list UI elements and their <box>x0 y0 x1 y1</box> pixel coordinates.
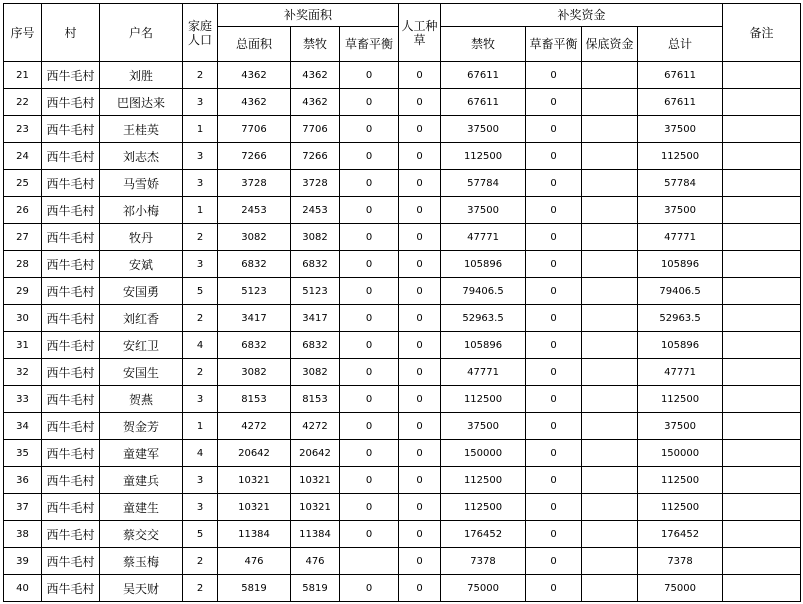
cell-family-size: 3 <box>183 494 218 521</box>
cell-seq: 22 <box>4 89 42 116</box>
cell-village: 西牛毛村 <box>42 548 100 575</box>
cell-area-total: 3728 <box>218 170 291 197</box>
cell-fund-balance: 0 <box>526 332 582 359</box>
cell-seq: 34 <box>4 413 42 440</box>
cell-family-size: 3 <box>183 143 218 170</box>
cell-name: 刘志杰 <box>100 143 183 170</box>
cell-fund-base <box>582 143 638 170</box>
cell-area-graze-ban: 10321 <box>291 494 340 521</box>
cell-family-size: 3 <box>183 170 218 197</box>
cell-name: 王桂英 <box>100 116 183 143</box>
header-name: 户名 <box>100 4 183 62</box>
header-area-balance: 草畜平衡 <box>340 27 399 62</box>
cell-fund-base <box>582 116 638 143</box>
cell-fund-base <box>582 467 638 494</box>
cell-area-graze-ban: 5819 <box>291 575 340 602</box>
cell-area-balance: 0 <box>340 89 399 116</box>
cell-village: 西牛毛村 <box>42 116 100 143</box>
table-row <box>4 143 801 170</box>
cell-fund-graze-ban: 176452 <box>441 521 526 548</box>
cell-artificial-grass: 0 <box>399 251 441 278</box>
cell-area-graze-ban: 7706 <box>291 116 340 143</box>
cell-name: 刘红香 <box>100 305 183 332</box>
cell-seq: 32 <box>4 359 42 386</box>
cell-family-size: 2 <box>183 359 218 386</box>
cell-village: 西牛毛村 <box>42 440 100 467</box>
cell-area-total: 476 <box>218 548 291 575</box>
cell-fund-balance: 0 <box>526 116 582 143</box>
table-row <box>4 494 801 521</box>
cell-area-balance: 0 <box>340 197 399 224</box>
cell-village: 西牛毛村 <box>42 305 100 332</box>
cell-area-balance: 0 <box>340 251 399 278</box>
cell-remark <box>723 440 801 467</box>
cell-area-total: 4362 <box>218 89 291 116</box>
cell-fund-total: 37500 <box>638 413 723 440</box>
table-row <box>4 278 801 305</box>
cell-fund-graze-ban: 79406.5 <box>441 278 526 305</box>
cell-fund-base <box>582 413 638 440</box>
cell-area-total: 3082 <box>218 224 291 251</box>
cell-fund-balance: 0 <box>526 467 582 494</box>
cell-village: 西牛毛村 <box>42 521 100 548</box>
cell-seq: 28 <box>4 251 42 278</box>
cell-area-balance: 0 <box>340 305 399 332</box>
cell-area-total: 8153 <box>218 386 291 413</box>
cell-artificial-grass: 0 <box>399 278 441 305</box>
cell-area-balance: 0 <box>340 116 399 143</box>
cell-remark <box>723 332 801 359</box>
cell-fund-balance: 0 <box>526 413 582 440</box>
cell-fund-graze-ban: 150000 <box>441 440 526 467</box>
cell-fund-total: 150000 <box>638 440 723 467</box>
cell-name: 巴图达来 <box>100 89 183 116</box>
cell-fund-graze-ban: 75000 <box>441 575 526 602</box>
cell-area-total: 7266 <box>218 143 291 170</box>
cell-name: 安国生 <box>100 359 183 386</box>
cell-area-balance: 0 <box>340 143 399 170</box>
cell-family-size: 2 <box>183 305 218 332</box>
cell-fund-total: 67611 <box>638 89 723 116</box>
table-row <box>4 467 801 494</box>
cell-area-graze-ban: 4272 <box>291 413 340 440</box>
cell-village: 西牛毛村 <box>42 62 100 89</box>
cell-fund-balance: 0 <box>526 359 582 386</box>
header-village: 村 <box>42 4 100 62</box>
cell-remark <box>723 359 801 386</box>
cell-fund-graze-ban: 112500 <box>441 467 526 494</box>
cell-remark <box>723 89 801 116</box>
cell-seq: 23 <box>4 116 42 143</box>
cell-area-balance <box>340 548 399 575</box>
cell-fund-base <box>582 251 638 278</box>
table-row <box>4 116 801 143</box>
cell-village: 西牛毛村 <box>42 251 100 278</box>
cell-fund-total: 52963.5 <box>638 305 723 332</box>
cell-name: 贺金芳 <box>100 413 183 440</box>
cell-family-size: 1 <box>183 197 218 224</box>
cell-artificial-grass: 0 <box>399 62 441 89</box>
header-subsidy-area: 补奖面积 <box>218 4 399 27</box>
table-row <box>4 305 801 332</box>
header-artificial-grass: 人工种草 <box>399 4 441 62</box>
cell-family-size: 3 <box>183 386 218 413</box>
cell-fund-graze-ban: 67611 <box>441 62 526 89</box>
table-row <box>4 548 801 575</box>
cell-village: 西牛毛村 <box>42 89 100 116</box>
cell-artificial-grass: 0 <box>399 575 441 602</box>
cell-fund-balance: 0 <box>526 62 582 89</box>
cell-area-balance: 0 <box>340 521 399 548</box>
cell-name: 吴天财 <box>100 575 183 602</box>
cell-fund-balance: 0 <box>526 440 582 467</box>
cell-artificial-grass: 0 <box>399 197 441 224</box>
cell-fund-total: 105896 <box>638 251 723 278</box>
cell-fund-base <box>582 89 638 116</box>
cell-area-graze-ban: 6832 <box>291 251 340 278</box>
header-fund-graze-ban: 禁牧 <box>441 27 526 62</box>
cell-fund-base <box>582 521 638 548</box>
cell-area-graze-ban: 6832 <box>291 332 340 359</box>
cell-fund-total: 37500 <box>638 197 723 224</box>
cell-seq: 27 <box>4 224 42 251</box>
cell-fund-base <box>582 170 638 197</box>
cell-family-size: 2 <box>183 548 218 575</box>
cell-name: 安红卫 <box>100 332 183 359</box>
cell-name: 刘胜 <box>100 62 183 89</box>
cell-fund-base <box>582 305 638 332</box>
cell-remark <box>723 305 801 332</box>
cell-area-balance: 0 <box>340 413 399 440</box>
cell-fund-total: 112500 <box>638 467 723 494</box>
cell-fund-graze-ban: 37500 <box>441 197 526 224</box>
cell-fund-graze-ban: 67611 <box>441 89 526 116</box>
cell-area-total: 3082 <box>218 359 291 386</box>
cell-seq: 29 <box>4 278 42 305</box>
cell-area-balance: 0 <box>340 440 399 467</box>
cell-area-total: 4272 <box>218 413 291 440</box>
cell-remark <box>723 413 801 440</box>
cell-remark <box>723 143 801 170</box>
cell-remark <box>723 521 801 548</box>
cell-fund-graze-ban: 105896 <box>441 332 526 359</box>
cell-village: 西牛毛村 <box>42 494 100 521</box>
cell-family-size: 2 <box>183 62 218 89</box>
cell-artificial-grass: 0 <box>399 89 441 116</box>
header-remark: 备注 <box>723 4 801 62</box>
cell-fund-total: 47771 <box>638 359 723 386</box>
cell-fund-balance: 0 <box>526 575 582 602</box>
cell-artificial-grass: 0 <box>399 386 441 413</box>
cell-artificial-grass: 0 <box>399 440 441 467</box>
cell-area-total: 3417 <box>218 305 291 332</box>
cell-artificial-grass: 0 <box>399 305 441 332</box>
cell-fund-total: 105896 <box>638 332 723 359</box>
cell-area-balance: 0 <box>340 494 399 521</box>
cell-family-size: 3 <box>183 89 218 116</box>
cell-remark <box>723 494 801 521</box>
cell-area-total: 4362 <box>218 62 291 89</box>
cell-village: 西牛毛村 <box>42 386 100 413</box>
cell-fund-base <box>582 440 638 467</box>
cell-fund-balance: 0 <box>526 494 582 521</box>
cell-seq: 37 <box>4 494 42 521</box>
cell-area-total: 5123 <box>218 278 291 305</box>
cell-family-size: 2 <box>183 224 218 251</box>
cell-remark <box>723 116 801 143</box>
cell-seq: 38 <box>4 521 42 548</box>
cell-fund-balance: 0 <box>526 305 582 332</box>
cell-area-graze-ban: 2453 <box>291 197 340 224</box>
cell-area-graze-ban: 4362 <box>291 62 340 89</box>
cell-area-graze-ban: 20642 <box>291 440 340 467</box>
cell-fund-graze-ban: 47771 <box>441 359 526 386</box>
cell-fund-total: 7378 <box>638 548 723 575</box>
cell-fund-total: 37500 <box>638 116 723 143</box>
cell-fund-balance: 0 <box>526 224 582 251</box>
cell-area-balance: 0 <box>340 62 399 89</box>
cell-artificial-grass: 0 <box>399 116 441 143</box>
table-row <box>4 89 801 116</box>
cell-fund-balance: 0 <box>526 143 582 170</box>
cell-fund-base <box>582 386 638 413</box>
table-row <box>4 170 801 197</box>
cell-name: 童建军 <box>100 440 183 467</box>
cell-seq: 35 <box>4 440 42 467</box>
cell-area-total: 20642 <box>218 440 291 467</box>
cell-artificial-grass: 0 <box>399 170 441 197</box>
cell-area-total: 10321 <box>218 494 291 521</box>
cell-seq: 25 <box>4 170 42 197</box>
cell-remark <box>723 467 801 494</box>
cell-area-graze-ban: 4362 <box>291 89 340 116</box>
cell-area-total: 5819 <box>218 575 291 602</box>
cell-seq: 36 <box>4 467 42 494</box>
cell-name: 马雪娇 <box>100 170 183 197</box>
cell-artificial-grass: 0 <box>399 224 441 251</box>
header-fund-base: 保底资金 <box>582 27 638 62</box>
table-row <box>4 251 801 278</box>
cell-artificial-grass: 0 <box>399 359 441 386</box>
cell-artificial-grass: 0 <box>399 548 441 575</box>
cell-fund-balance: 0 <box>526 521 582 548</box>
cell-seq: 30 <box>4 305 42 332</box>
cell-fund-balance: 0 <box>526 278 582 305</box>
cell-area-balance: 0 <box>340 386 399 413</box>
cell-name: 祁小梅 <box>100 197 183 224</box>
cell-fund-balance: 0 <box>526 170 582 197</box>
cell-artificial-grass: 0 <box>399 521 441 548</box>
cell-family-size: 4 <box>183 332 218 359</box>
cell-fund-balance: 0 <box>526 386 582 413</box>
cell-seq: 39 <box>4 548 42 575</box>
cell-fund-graze-ban: 112500 <box>441 494 526 521</box>
cell-remark <box>723 278 801 305</box>
cell-area-balance: 0 <box>340 224 399 251</box>
cell-remark <box>723 575 801 602</box>
cell-fund-graze-ban: 37500 <box>441 413 526 440</box>
cell-area-total: 6832 <box>218 332 291 359</box>
cell-area-graze-ban: 3728 <box>291 170 340 197</box>
cell-fund-total: 75000 <box>638 575 723 602</box>
cell-artificial-grass: 0 <box>399 467 441 494</box>
cell-fund-total: 112500 <box>638 386 723 413</box>
cell-fund-base <box>582 197 638 224</box>
cell-fund-balance: 0 <box>526 197 582 224</box>
cell-name: 蔡玉梅 <box>100 548 183 575</box>
cell-village: 西牛毛村 <box>42 359 100 386</box>
cell-village: 西牛毛村 <box>42 413 100 440</box>
cell-area-graze-ban: 476 <box>291 548 340 575</box>
table-row <box>4 224 801 251</box>
cell-fund-total: 176452 <box>638 521 723 548</box>
cell-area-balance: 0 <box>340 278 399 305</box>
cell-artificial-grass: 0 <box>399 413 441 440</box>
cell-fund-graze-ban: 52963.5 <box>441 305 526 332</box>
cell-name: 蔡交交 <box>100 521 183 548</box>
cell-fund-base <box>582 575 638 602</box>
cell-fund-graze-ban: 112500 <box>441 386 526 413</box>
cell-fund-balance: 0 <box>526 251 582 278</box>
cell-area-balance: 0 <box>340 467 399 494</box>
cell-family-size: 1 <box>183 413 218 440</box>
cell-family-size: 5 <box>183 521 218 548</box>
cell-village: 西牛毛村 <box>42 224 100 251</box>
cell-remark <box>723 170 801 197</box>
cell-remark <box>723 386 801 413</box>
cell-family-size: 2 <box>183 575 218 602</box>
cell-fund-balance: 0 <box>526 89 582 116</box>
cell-seq: 40 <box>4 575 42 602</box>
cell-seq: 26 <box>4 197 42 224</box>
cell-artificial-grass: 0 <box>399 494 441 521</box>
cell-area-total: 6832 <box>218 251 291 278</box>
cell-area-total: 11384 <box>218 521 291 548</box>
cell-family-size: 4 <box>183 440 218 467</box>
cell-area-balance: 0 <box>340 332 399 359</box>
cell-fund-base <box>582 62 638 89</box>
cell-fund-total: 112500 <box>638 494 723 521</box>
cell-remark <box>723 62 801 89</box>
cell-village: 西牛毛村 <box>42 575 100 602</box>
cell-name: 牧丹 <box>100 224 183 251</box>
cell-area-total: 10321 <box>218 467 291 494</box>
table-row <box>4 521 801 548</box>
cell-fund-base <box>582 359 638 386</box>
cell-remark <box>723 251 801 278</box>
cell-area-graze-ban: 3082 <box>291 224 340 251</box>
cell-area-graze-ban: 7266 <box>291 143 340 170</box>
cell-village: 西牛毛村 <box>42 332 100 359</box>
header-seq: 序号 <box>4 4 42 62</box>
cell-seq: 24 <box>4 143 42 170</box>
cell-fund-base <box>582 224 638 251</box>
header-area-graze-ban: 禁牧 <box>291 27 340 62</box>
cell-village: 西牛毛村 <box>42 170 100 197</box>
cell-area-graze-ban: 11384 <box>291 521 340 548</box>
table-row <box>4 575 801 602</box>
cell-village: 西牛毛村 <box>42 278 100 305</box>
cell-name: 贺燕 <box>100 386 183 413</box>
cell-seq: 33 <box>4 386 42 413</box>
cell-fund-total: 112500 <box>638 143 723 170</box>
cell-area-graze-ban: 3082 <box>291 359 340 386</box>
cell-fund-graze-ban: 47771 <box>441 224 526 251</box>
cell-fund-base <box>582 332 638 359</box>
cell-fund-graze-ban: 57784 <box>441 170 526 197</box>
cell-artificial-grass: 0 <box>399 332 441 359</box>
cell-area-total: 2453 <box>218 197 291 224</box>
table-row <box>4 413 801 440</box>
cell-remark <box>723 197 801 224</box>
table-row <box>4 386 801 413</box>
cell-family-size: 1 <box>183 116 218 143</box>
cell-fund-total: 79406.5 <box>638 278 723 305</box>
cell-remark <box>723 548 801 575</box>
cell-village: 西牛毛村 <box>42 467 100 494</box>
table-row <box>4 62 801 89</box>
cell-fund-graze-ban: 105896 <box>441 251 526 278</box>
header-area-total: 总面积 <box>218 27 291 62</box>
cell-area-balance: 0 <box>340 170 399 197</box>
cell-seq: 31 <box>4 332 42 359</box>
cell-fund-total: 47771 <box>638 224 723 251</box>
cell-fund-base <box>582 278 638 305</box>
cell-fund-base <box>582 548 638 575</box>
cell-area-graze-ban: 3417 <box>291 305 340 332</box>
cell-fund-balance: 0 <box>526 548 582 575</box>
cell-name: 童建兵 <box>100 467 183 494</box>
cell-family-size: 3 <box>183 251 218 278</box>
cell-village: 西牛毛村 <box>42 143 100 170</box>
cell-area-graze-ban: 8153 <box>291 386 340 413</box>
header-subsidy-fund: 补奖资金 <box>441 4 723 27</box>
table-row <box>4 197 801 224</box>
table-row <box>4 359 801 386</box>
cell-fund-total: 57784 <box>638 170 723 197</box>
header-fund-total: 总计 <box>638 27 723 62</box>
cell-fund-graze-ban: 37500 <box>441 116 526 143</box>
cell-family-size: 5 <box>183 278 218 305</box>
cell-artificial-grass: 0 <box>399 143 441 170</box>
cell-name: 安斌 <box>100 251 183 278</box>
cell-fund-graze-ban: 112500 <box>441 143 526 170</box>
cell-family-size: 3 <box>183 467 218 494</box>
cell-fund-graze-ban: 7378 <box>441 548 526 575</box>
cell-area-graze-ban: 10321 <box>291 467 340 494</box>
cell-seq: 21 <box>4 62 42 89</box>
table-body <box>4 62 801 602</box>
cell-fund-total: 67611 <box>638 62 723 89</box>
cell-name: 童建生 <box>100 494 183 521</box>
cell-village: 西牛毛村 <box>42 197 100 224</box>
cell-name: 安国勇 <box>100 278 183 305</box>
header-fund-balance: 草畜平衡 <box>526 27 582 62</box>
cell-area-graze-ban: 5123 <box>291 278 340 305</box>
cell-remark <box>723 224 801 251</box>
cell-area-balance: 0 <box>340 575 399 602</box>
table-row <box>4 440 801 467</box>
header-family-size: 家庭人口 <box>183 4 218 62</box>
table-row <box>4 332 801 359</box>
subsidy-table <box>3 3 801 602</box>
cell-fund-base <box>582 494 638 521</box>
cell-area-balance: 0 <box>340 359 399 386</box>
cell-area-total: 7706 <box>218 116 291 143</box>
